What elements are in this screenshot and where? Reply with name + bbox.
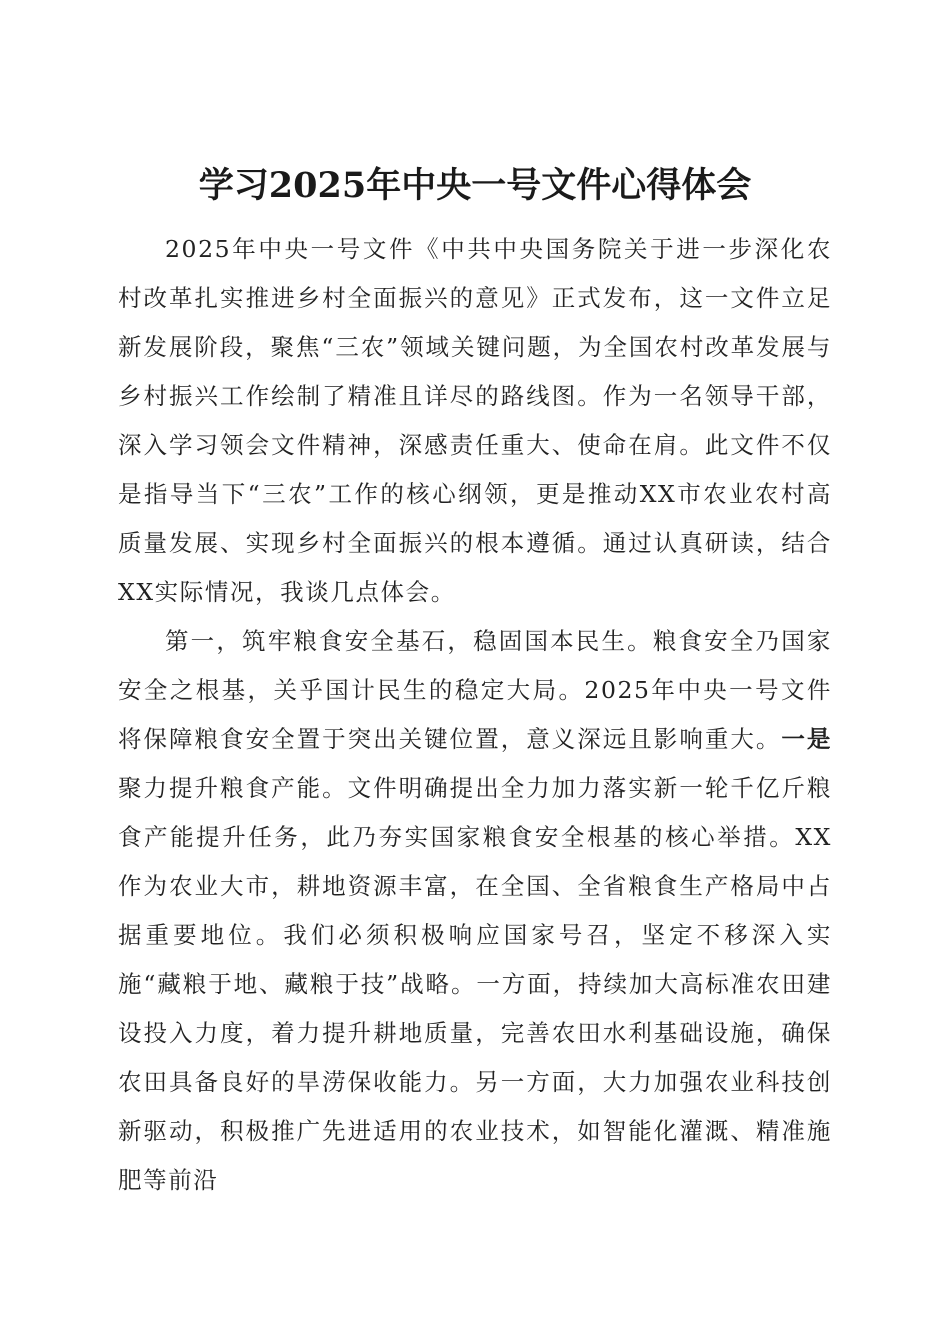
section-one-paragraph: [118, 617, 832, 1205]
section-one-emphasis: 一是: [781, 725, 832, 753]
section-one-text-after: 聚力提升粮食产能。文件明确提出全力加力落实新一轮千亿斤粮食产能提升任务，此乃夯实国家粮食安全根基的核心举措。XX作为农业大市，耕地资源丰富，在全国、全省粮食生产格局中占据重要地位。我们必须积极响应国家号召，坚定不移深入实施“藏粮于地、藏粮于技”战略。一方面，持续加大高标准农田建设投入力度，着力提升耕地质量，完善农田水利基础设施，确保农田具备良好的旱涝保收能力。另一方面，大力加强农业科技创新驱动，积极推广先进适用的农业技术，如智能化灌溉、精准施肥等前沿: [118, 774, 832, 1194]
intro-paragraph: 2025年中央一号文件《中共中央国务院关于进一步深化农村改革扎实推进乡村全面振兴的意见》正式发布，这一文件立足新发展阶段，聚焦“三农”领域关键问题，为全国农村改革发展与乡村振兴工作绘制了精准且详尽的路线图。作为一名领导干部，深入学习领会文件精神，深感责任重大、使命在肩。此文件不仅是指导当下“三农”工作的核心纲领，更是推动XX市农业农村高质量发展、实现乡村全面振兴的根本遵循。通过认真研读，结合XX实际情况，我谈几点体会。: [118, 235, 832, 606]
section-one-text-before: 第一，筑牢粮食安全基石，稳固国本民生。粮食安全乃国家安全之根基，关乎国计民生的稳定大局。2025年中央一号文件将保障粮食安全置于突出关键位置，意义深远且影响重大。: [118, 627, 832, 753]
document-title: 学习2025年中央一号文件心得体会: [198, 165, 752, 206]
document-body: [118, 225, 832, 1205]
